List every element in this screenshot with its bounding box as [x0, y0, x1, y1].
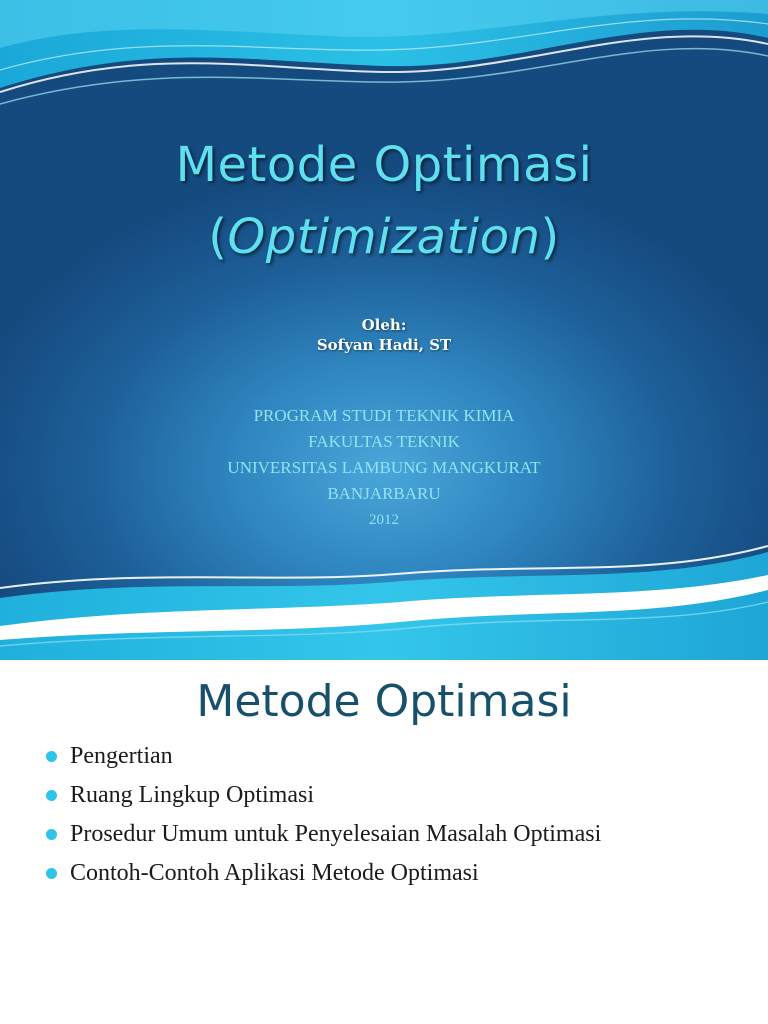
content-slide: [0, 660, 768, 1024]
institution-faculty: FAKULTAS TEKNIK: [308, 432, 460, 451]
list-item-text: Ruang Lingkup Optimasi: [70, 782, 314, 808]
content-slide-title: Metode Optimasi: [196, 676, 572, 727]
bullet-list: [46, 742, 746, 898]
list-item-text: Pengertian: [70, 743, 173, 769]
list-item: [46, 859, 746, 887]
title-italic-word: Optimization: [227, 209, 541, 265]
bullet-dot-icon: [46, 829, 57, 840]
list-item: [46, 742, 746, 770]
list-item: [46, 781, 746, 809]
author-label: Oleh:: [361, 316, 407, 334]
author-name: Sofyan Hadi, ST: [316, 336, 452, 354]
slide-title-line2: [0, 206, 768, 268]
bullet-dot-icon: [46, 868, 57, 879]
institution-university: UNIVERSITAS LAMBUNG MANGKURAT: [227, 458, 541, 477]
institution-program: PROGRAM STUDI TEKNIK KIMIA: [253, 406, 515, 425]
title-paren-close: ): [540, 209, 560, 265]
institution-year: 2012: [369, 512, 399, 528]
bullet-dot-icon: [46, 751, 57, 762]
institution-city: BANJARBARU: [327, 484, 441, 503]
list-item-text: Prosedur Umum untuk Penyelesaian Masalah Optimasi: [70, 821, 602, 847]
list-item: [46, 820, 746, 848]
list-item-text: Contoh-Contoh Aplikasi Metode Optimasi: [70, 860, 479, 886]
bullet-dot-icon: [46, 790, 57, 801]
title-paren-open: (: [208, 209, 228, 265]
slide-title-line1: Metode Optimasi: [175, 137, 593, 193]
